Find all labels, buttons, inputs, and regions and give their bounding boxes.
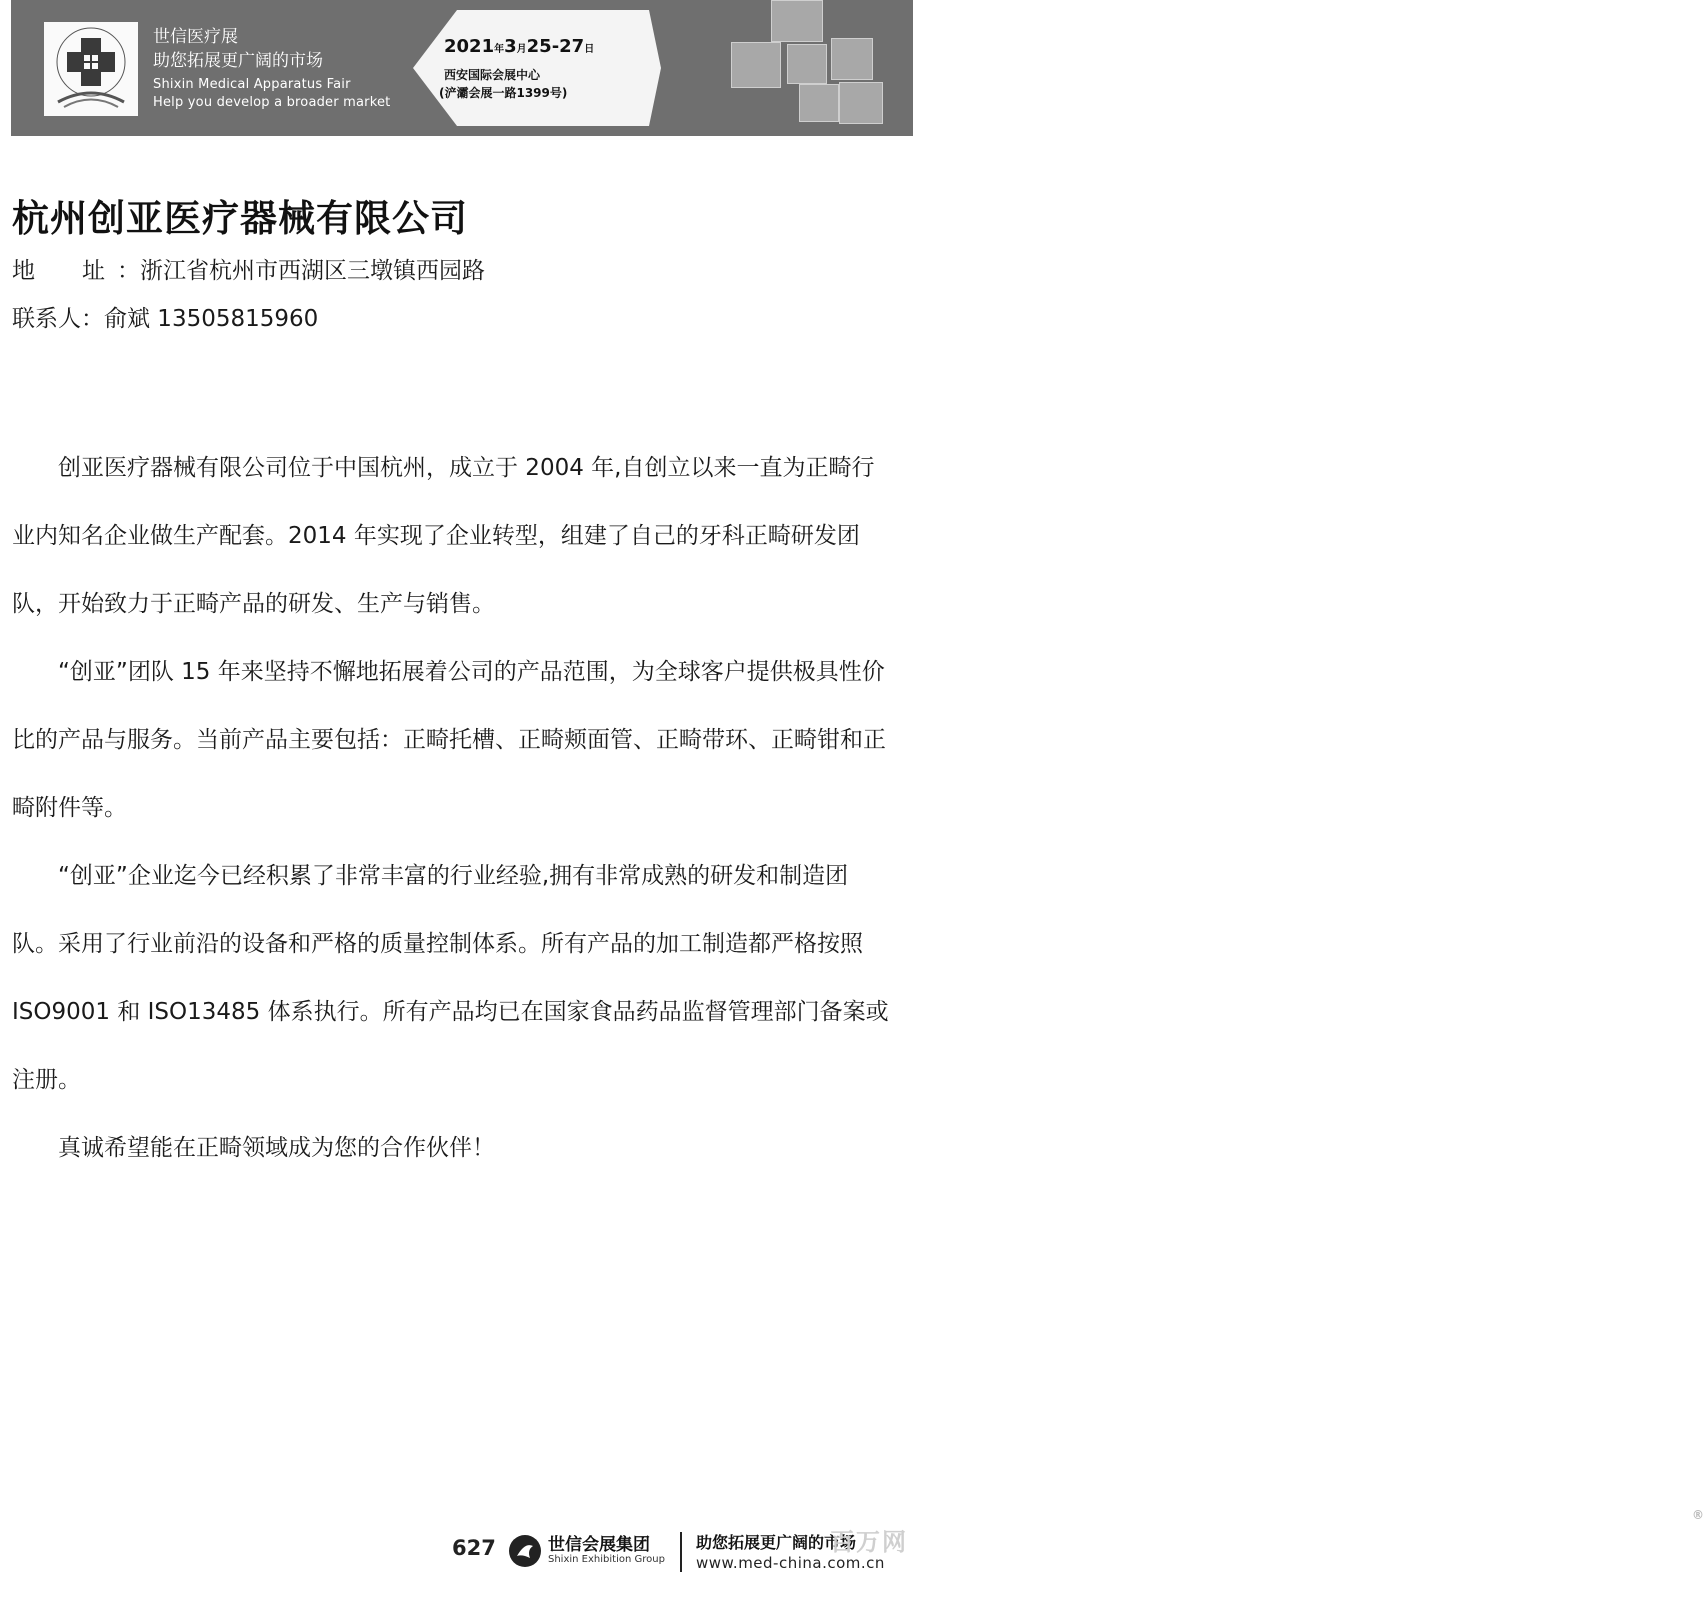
fair-name-cn: 世信医疗展 — [153, 27, 238, 47]
address-label — [12, 252, 140, 285]
closing-paragraph: 真诚希望能在正畸领域成为您的合作伙伴！ — [58, 1135, 495, 1161]
description-paragraph: “创亚”企业迄今已经积累了非常丰富的行业经验,拥有非常成熟的研发和制造团队。采用了行业前沿的设备和严格的质量控制体系。所有产品的加工制造都严格按照 ISO9001 和 ISO13485 体系执行。所有产品均已在国家食品药品监督管理部门备案或注册。 — [12, 863, 889, 1093]
company-address — [12, 252, 485, 285]
company-contact — [12, 300, 318, 333]
fair-name-en: Shixin Medical Apparatus Fair — [153, 77, 351, 92]
page-number: 627 — [452, 1536, 496, 1560]
watermark-text: 百万网 — [830, 1528, 908, 1556]
equipment-photo — [799, 84, 839, 122]
group-name-en: Shixin Exhibition Group — [548, 1554, 665, 1565]
fair-slogan-en: Help you develop a broader market — [153, 95, 391, 110]
description-paragraph: 创亚医疗器械有限公司位于中国杭州，成立于 2004 年,自创立以来一直为正畸行业内知名企业做生产配套。2014 年实现了企业转型，组建了自己的牙科正畸研发团队，开始致力于正畸产品的研发、生产与销售。 — [12, 455, 875, 617]
fair-venue: 西安国际会展中心 — [444, 68, 541, 82]
shixin-group-logo-icon — [508, 1534, 542, 1568]
company-description — [12, 434, 894, 1182]
equipment-photo — [787, 44, 827, 84]
fair-slogan-cn: 助您拓展更广阔的市场 — [153, 51, 323, 71]
fair-date-day-unit: 日 — [584, 44, 595, 55]
contact-value: 俞斌 13505815960 — [104, 306, 319, 332]
address-label-text: 地 址 — [12, 258, 117, 284]
watermark — [830, 1508, 1706, 1556]
fair-venue-address: (浐灞会展一路1399号) — [439, 86, 568, 100]
description-paragraph: “创亚”团队 15 年来坚持不懈地拓展着公司的产品范围，为全球客户提供极具性价比的产品与服务。当前产品主要包括：正畸托槽、正畸颊面管、正畸带环、正畸钳和正畸附件等。 — [12, 659, 886, 821]
fair-date-days: 25-27 — [526, 36, 585, 57]
equipment-photo — [831, 38, 873, 80]
address-value: 浙江省杭州市西湖区三墩镇西园路 — [140, 258, 485, 284]
address-separator: ： — [117, 258, 140, 284]
equipment-photo — [731, 42, 781, 88]
footer-slogan: 助您拓展更广阔的市场 — [696, 1533, 857, 1552]
equipment-photo — [839, 82, 883, 124]
group-name-cn: 世信会展集团 — [548, 1535, 650, 1555]
equipment-photo — [771, 0, 823, 42]
company-name: 杭州创亚医疗器械有限公司 — [12, 197, 468, 240]
fair-date-month: 3 — [504, 36, 517, 57]
medical-equipment-photos — [711, 0, 901, 136]
fair-date — [444, 36, 644, 57]
fair-banner — [11, 0, 913, 136]
medical-cross-logo-icon — [44, 22, 138, 116]
footer-url: www.med-china.com.cn — [696, 1554, 885, 1572]
registered-mark-icon: ® — [1692, 1508, 1706, 1522]
fair-date-year-unit: 年 — [494, 44, 505, 55]
fair-logo — [44, 22, 138, 116]
fair-date-year: 2021 — [444, 36, 495, 57]
fair-date-month-unit: 月 — [516, 44, 527, 55]
page-footer — [0, 1508, 1706, 1600]
footer-divider — [680, 1532, 682, 1572]
contact-label: 联系人： — [12, 306, 104, 332]
